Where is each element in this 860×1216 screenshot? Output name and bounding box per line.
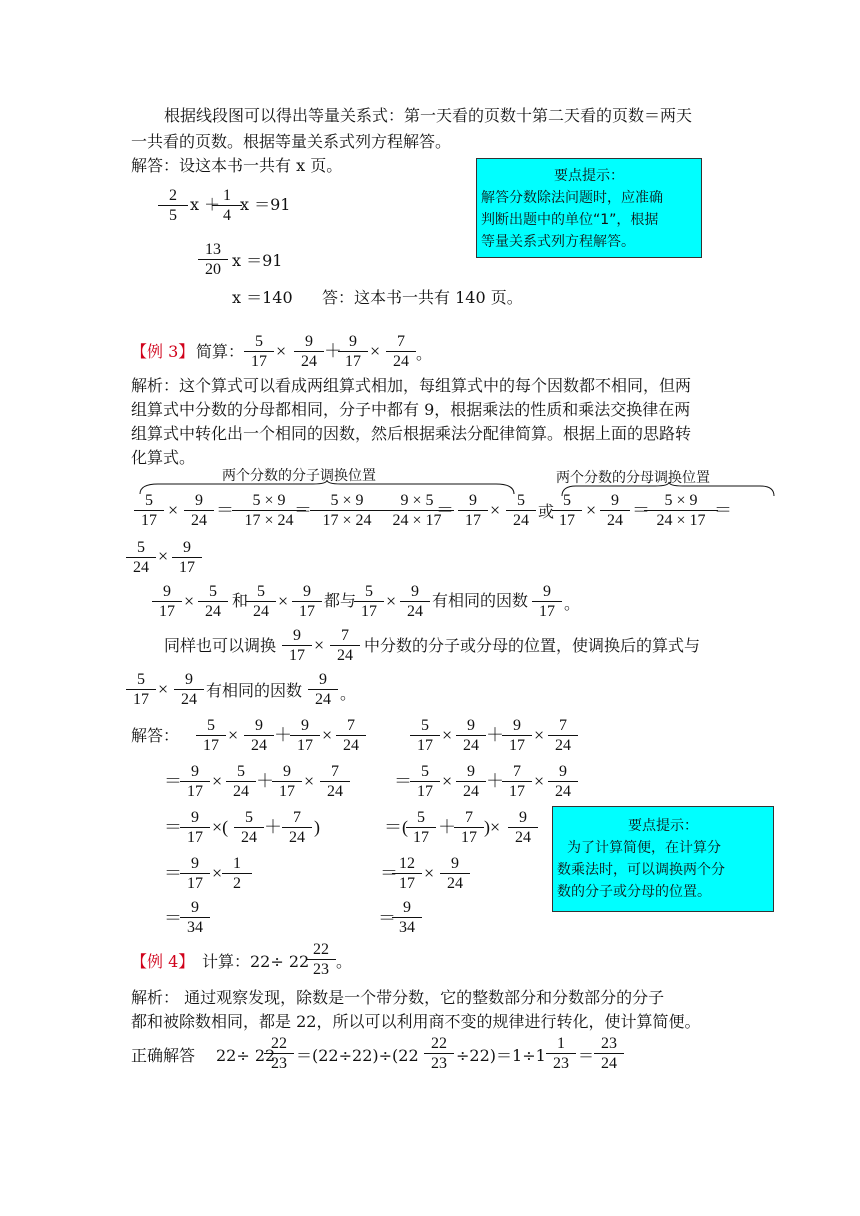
tip-line: 数乘法时，可以调换两个分 — [557, 862, 725, 878]
fraction: 7 24 — [282, 808, 312, 847]
example-4-label: 计算：22÷ 22 — [202, 952, 310, 971]
common-text-2: 有相同的因数 — [206, 681, 303, 700]
eq1-text: x ＋ — [190, 195, 221, 214]
fraction: 7 24 — [548, 716, 578, 755]
para-1b: 一共看的页数。根据等量关系式列方程解答。 — [131, 132, 452, 151]
fraction: 13 20 — [198, 240, 228, 279]
fraction: 5 24 — [246, 582, 276, 621]
tip-box-1 — [476, 158, 702, 258]
tip-title: 要点提示： — [628, 818, 698, 834]
analysis-3d: 化算式。 — [131, 448, 196, 467]
fraction: 5 24 — [506, 491, 536, 530]
fraction: 9 24 — [548, 762, 578, 801]
fraction: 5 17 — [410, 716, 440, 755]
fraction: 9 24 — [308, 670, 338, 709]
fraction: 5 24 — [126, 538, 156, 577]
fraction: 5 17 — [406, 808, 436, 847]
fraction: 5 17 — [196, 716, 226, 755]
tip-line: 解答分数除法问题时，应准确 — [481, 190, 663, 206]
analysis-3b: 组算式中分数的分母都相同，分子中都有 9，根据乘法的性质和乘法交换律在两 — [131, 400, 691, 419]
fraction: 9 24 — [440, 854, 470, 893]
brace-label-1: 两个分数的分子调换位置 — [222, 468, 376, 484]
fraction: 2 5 — [158, 186, 188, 225]
fraction: 9 24 — [456, 762, 486, 801]
both-text: 都与 — [324, 591, 357, 610]
fraction: 5 17 — [552, 491, 582, 530]
fraction: 5 × 9 17 × 24 — [232, 491, 306, 530]
eq1-text-b: x ＝91 — [240, 195, 291, 214]
common-text: 有相同的因数 — [432, 591, 529, 610]
tip-title: 要点提示： — [554, 168, 624, 184]
fraction: 9 17 — [532, 582, 562, 621]
fraction: 9 24 — [184, 491, 214, 530]
same-text-1: 同样也可以调换 — [164, 636, 277, 655]
fraction: 22 23 — [264, 1034, 294, 1073]
fraction: 5 24 — [234, 808, 264, 847]
fraction: 9 17 — [282, 626, 312, 665]
fraction: 5 24 — [226, 762, 256, 801]
fraction: 5 × 9 17 × 24 — [310, 491, 384, 530]
fraction: 5 17 — [134, 491, 164, 530]
calc-part-2: ＝(22÷22)÷(22 — [296, 1046, 419, 1065]
fraction: 9 17 — [290, 716, 320, 755]
fraction: 23 24 — [594, 1034, 624, 1073]
fraction: 7 24 — [336, 716, 366, 755]
tip-line: 判断出题中的单位“1”，根据 — [481, 212, 659, 228]
fraction: 9 34 — [392, 898, 422, 937]
fraction: 9 24 — [244, 716, 274, 755]
fraction: 5 17 — [244, 332, 274, 371]
tip-line: 等量关系式列方程解答。 — [481, 234, 635, 250]
analysis-4a: 解析： 通过观察发现，除数是一个带分数，它的整数部分和分数部分的分子 — [131, 988, 665, 1007]
eq3-text: x ＝140 — [232, 288, 293, 307]
fraction: 1 23 — [546, 1034, 576, 1073]
fraction: 9 17 — [152, 582, 182, 621]
fraction: 1 4 — [212, 186, 242, 225]
fraction: 9 24 — [400, 582, 430, 621]
fraction: 9 17 — [458, 491, 488, 530]
analysis-4b: 都和被除数相同，都是 22，所以可以利用商不变的规律进行转化，使计算简便。 — [131, 1012, 701, 1031]
fraction: 5 17 — [410, 762, 440, 801]
fraction: 12 17 — [392, 854, 422, 893]
brace-label-2: 两个分数的分母调换位置 — [556, 470, 710, 486]
analysis-3a: 解析：这个算式可以看成两组算式相加，每组算式中的每个因数都不相同，但两 — [131, 376, 692, 395]
example-3-tag: 【例 3】 — [131, 342, 195, 361]
tip-line: 为了计算简便，在计算分 — [567, 840, 721, 856]
fraction: 9 17 — [172, 538, 202, 577]
para-1a: 根据线段图可以得出等量关系式：第一天看的页数十第二天看的页数＝两天 — [164, 106, 693, 125]
same-text-2: 中分数的分子或分母的位置，使调换后的算式与 — [364, 636, 701, 655]
fraction: 9 17 — [338, 332, 368, 371]
fraction: 9 24 — [508, 808, 538, 847]
fraction: 5 17 — [126, 670, 156, 709]
fraction: 9 24 — [600, 491, 630, 530]
fraction: 9 17 — [180, 808, 210, 847]
fraction: 9 34 — [180, 898, 210, 937]
and-text: 和 — [232, 591, 249, 610]
fraction: 7 24 — [320, 762, 350, 801]
fraction: 22 23 — [424, 1034, 454, 1073]
fraction: 7 17 — [502, 762, 532, 801]
eq2-text: x ＝91 — [232, 251, 283, 270]
fraction: 9 × 5 24 × 17 — [380, 491, 454, 530]
fraction: 5 24 — [198, 582, 228, 621]
fraction: 5 17 — [354, 582, 384, 621]
or-text: 或 — [538, 502, 555, 521]
tip-box-2 — [552, 806, 774, 912]
calc-part-1: 22÷ 22 — [216, 1046, 276, 1065]
solve-label: 解答： — [131, 726, 180, 745]
example-4-tag: 【例 4】 — [131, 952, 195, 971]
fraction: 9 24 — [456, 716, 486, 755]
calc-part-3: ÷22)＝1÷1 — [456, 1046, 546, 1065]
analysis-3c: 组算式中转化出一个相同的因数，然后根据乘法分配律简算。根据上面的思路转 — [131, 424, 692, 443]
fraction: 9 17 — [180, 762, 210, 801]
fraction: 22 23 — [306, 940, 336, 979]
correct-label: 正确解答 — [131, 1046, 196, 1065]
fraction: 9 17 — [272, 762, 302, 801]
fraction: 7 17 — [454, 808, 484, 847]
fraction: 7 24 — [386, 332, 416, 371]
fraction: 7 24 — [330, 626, 360, 665]
tip-line: 数的分子或分母的位置。 — [557, 884, 711, 900]
fraction: 5 × 9 24 × 17 — [644, 491, 718, 530]
fraction: 1 2 — [222, 854, 252, 893]
fraction: 9 24 — [174, 670, 204, 709]
answer-text: 答：这本书一共有 140 页。 — [322, 288, 523, 307]
fraction: 9 17 — [180, 854, 210, 893]
fraction: 9 24 — [294, 332, 324, 371]
answer-intro: 解答：设这本书一共有 x 页。 — [131, 156, 343, 175]
fraction: 9 17 — [502, 716, 532, 755]
example-3-label: 简算： — [196, 342, 245, 361]
fraction: 9 17 — [292, 582, 322, 621]
calc-part-4: ＝ — [578, 1046, 595, 1065]
